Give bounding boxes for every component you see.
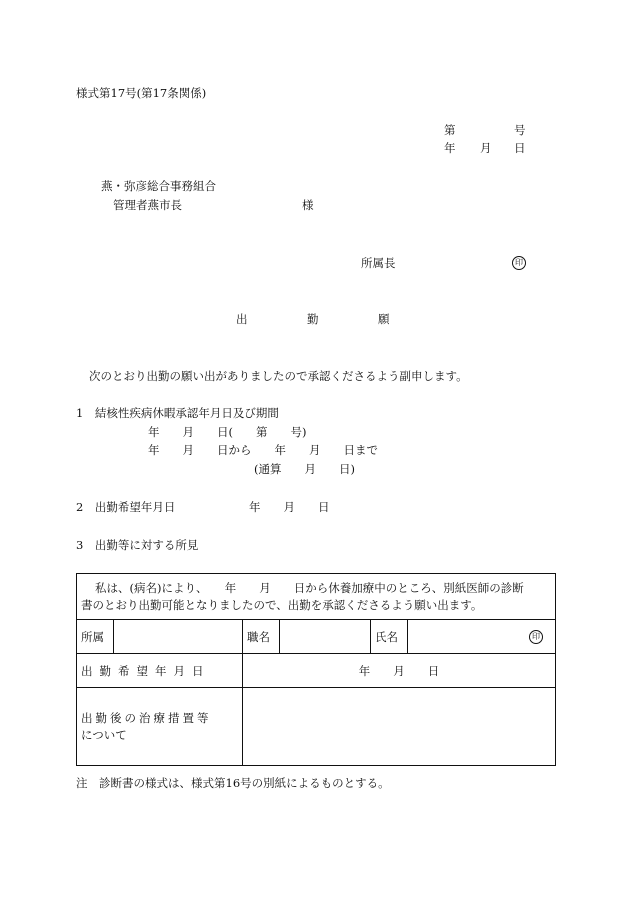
sec2-date: 年 月 日 [249, 500, 330, 514]
addressee-sama: 様 [302, 198, 314, 212]
name-label: 氏名 [371, 620, 408, 654]
sec1-line3: (通算 月 日) [254, 462, 355, 476]
addressee-org: 燕・弥彦総合事務組合 [101, 179, 216, 193]
statement-line-2: 書のとおり出勤可能となりましたので、出勤を承認くださるよう願い出ます。 [81, 597, 483, 612]
statement-line-1: 私は、(病名)により、 年 月 日から休養加療中のところ、別紙医師の診断 [95, 580, 524, 595]
sec1-heading: 1 結核性疾病休暇承認年月日及び期間 [76, 406, 279, 420]
desired-date-value[interactable] [243, 654, 556, 688]
application-table [76, 573, 556, 766]
sec2-heading: 2 出勤希望年月日 [76, 500, 176, 514]
doc-date-month: 月 [480, 141, 492, 155]
treatment-field[interactable] [243, 688, 556, 766]
desired-date-label: 出勤希望年月日 [77, 654, 243, 688]
title-char-3: 願 [378, 312, 390, 326]
title-char-2: 勤 [307, 312, 319, 326]
title-char-1: 出 [236, 312, 248, 326]
sec1-line2: 年 月 日から 年 月 日まで [148, 443, 378, 457]
sender-label: 所属長 [361, 256, 396, 270]
seal-icon: 印 [512, 256, 526, 270]
position-field[interactable] [280, 620, 371, 654]
desired-date-text: 年 月 日 [358, 663, 440, 678]
doc-number-dai: 第 [444, 123, 456, 137]
treatment-label-line-1: 出勤後の治療措置等 [81, 710, 212, 725]
doc-date-day: 日 [514, 141, 526, 155]
statement-cell [77, 574, 556, 620]
doc-date-year: 年 [444, 141, 456, 155]
intro-text: 次のとおり出勤の願い出がありましたので承認くださるよう副申します。 [89, 369, 468, 383]
sec3-heading: 3 出勤等に対する所見 [76, 538, 199, 552]
note-text: 注 診断書の様式は、様式第16号の別紙によるものとする。 [76, 776, 390, 790]
affiliation-field[interactable] [114, 620, 243, 654]
addressee-manager: 管理者燕市長 [113, 198, 182, 212]
doc-number-go: 号 [514, 123, 526, 137]
sec1-line1: 年 月 日( 第 号) [148, 425, 307, 439]
position-label: 職名 [243, 620, 280, 654]
treatment-label [77, 688, 243, 766]
seal-icon: 印 [529, 630, 543, 644]
form-number: 様式第17号(第17条関係) [76, 86, 207, 100]
affiliation-label: 所属 [77, 620, 114, 654]
name-field[interactable] [408, 620, 556, 654]
treatment-label-line-2: について [81, 727, 127, 742]
